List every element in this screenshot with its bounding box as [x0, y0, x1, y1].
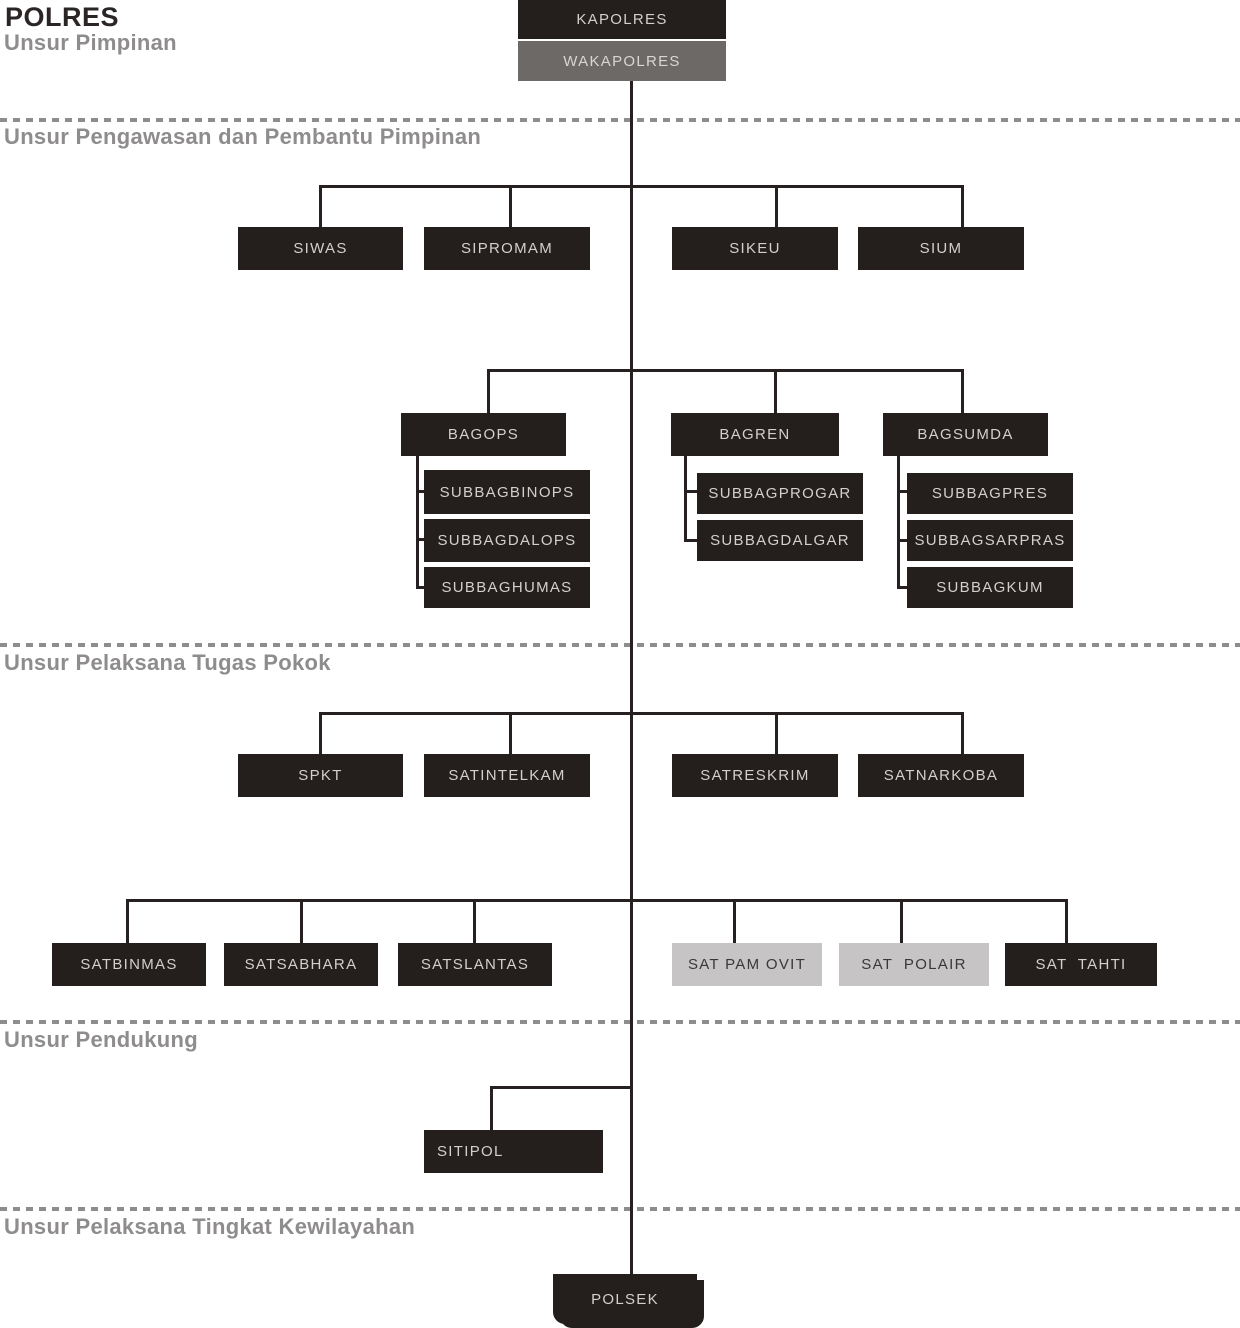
org-node-label: BAGREN — [719, 426, 791, 443]
org-node-bagsumda — [883, 413, 1048, 456]
org-node-label: SUBBAGKUM — [936, 579, 1044, 596]
org-node-label: SAT TAHTI — [1035, 956, 1127, 973]
org-node-subbaghumas — [424, 567, 590, 608]
org-node-label: SAT PAM OVIT — [687, 956, 807, 973]
connector-line — [490, 1086, 493, 1130]
connector-line — [630, 81, 633, 1274]
connector-line — [509, 185, 512, 227]
org-node-bagops — [401, 413, 566, 456]
connector-line — [319, 712, 964, 715]
org-node-label: SATSABHARA — [244, 956, 358, 973]
org-node-label: SPKT — [298, 767, 343, 784]
org-node-wakapolres — [518, 41, 726, 81]
org-node-label: SATBINMAS — [80, 956, 178, 973]
org-node-label: SIUM — [919, 240, 963, 257]
section-heading-pimpinan: Unsur Pimpinan — [4, 30, 177, 55]
org-node-subbagbinops — [424, 470, 590, 514]
org-node-satslantas — [398, 943, 552, 986]
org-node-sattahti — [1005, 943, 1157, 986]
section-divider — [0, 643, 1240, 647]
org-node-label: SUBBAGDALGAR — [710, 532, 850, 549]
org-node-satpamovit — [672, 943, 822, 986]
org-node-sium — [858, 227, 1024, 270]
org-node-label: SAT POLAIR — [861, 956, 967, 973]
connector-line — [319, 185, 964, 188]
connector-line — [319, 712, 322, 754]
connector-line — [300, 899, 303, 943]
org-node-spkt — [238, 754, 403, 797]
org-node-satbinmas — [52, 943, 206, 986]
connector-line — [774, 369, 777, 413]
org-node-label: SUBBAGSARPRAS — [914, 532, 1066, 549]
org-node-label: SATINTELKAM — [448, 767, 566, 784]
connector-line — [961, 369, 964, 413]
org-node-subbagdalops — [424, 519, 590, 562]
org-node-label: SATRESKRIM — [700, 767, 810, 784]
connector-line — [897, 456, 900, 589]
connector-line — [684, 490, 698, 493]
section-divider — [0, 1207, 1240, 1211]
connector-line — [126, 899, 1068, 902]
connector-line — [487, 369, 964, 372]
section-heading-pengawasan: Unsur Pengawasan dan Pembantu Pimpinan — [4, 124, 482, 149]
connector-line — [416, 456, 419, 589]
connector-line — [733, 899, 736, 943]
org-node-satpolair — [839, 943, 989, 986]
org-node-subbagkum — [907, 567, 1073, 608]
section-heading-kewilayahan: Unsur Pelaksana Tingkat Kewilayahan — [4, 1214, 416, 1239]
connector-line — [319, 185, 322, 227]
org-node-bagren — [671, 413, 839, 456]
org-node-label: SUBBAGDALOPS — [437, 532, 577, 549]
org-node-subbagprogar — [697, 473, 863, 514]
org-node-label: SUBBAGHUMAS — [441, 579, 573, 596]
org-node-subbagdalgar — [697, 520, 863, 561]
connector-line — [1065, 899, 1068, 943]
org-node-subbagsarpras — [907, 520, 1073, 561]
connector-line — [473, 899, 476, 943]
org-node-label: BAGOPS — [447, 426, 520, 443]
org-node-satnarkoba — [858, 754, 1024, 797]
org-node-label: KAPOLRES — [576, 11, 668, 28]
connector-line — [775, 185, 778, 227]
org-node-polsek — [553, 1274, 697, 1324]
org-node-label: SIWAS — [293, 240, 348, 257]
connector-line — [487, 369, 490, 413]
connector-line — [961, 712, 964, 754]
org-node-label: BAGSUMDA — [917, 426, 1014, 443]
connector-line — [961, 185, 964, 227]
org-node-label: SIPROMAM — [460, 240, 554, 257]
org-node-label: SUBBAGPRES — [931, 485, 1049, 502]
org-node-label: SATSLANTAS — [420, 956, 530, 973]
org-node-satintelkam — [424, 754, 590, 797]
org-node-sikeu — [672, 227, 838, 270]
org-node-kapolres — [518, 0, 726, 39]
section-heading-pelaksana-tugas-pokok: Unsur Pelaksana Tugas Pokok — [4, 650, 331, 675]
connector-line — [900, 899, 903, 943]
connector-line — [684, 539, 698, 542]
org-node-sitipol — [424, 1130, 603, 1173]
section-heading-pendukung: Unsur Pendukung — [4, 1027, 198, 1052]
org-node-label: POLSEK — [591, 1290, 659, 1308]
org-node-label: WAKAPOLRES — [563, 52, 681, 70]
org-node-label: SUBBAGPROGAR — [708, 485, 852, 502]
org-node-satreskrim — [672, 754, 838, 797]
connector-line — [490, 1086, 632, 1089]
org-node-label: SUBBAGBINOPS — [439, 483, 575, 501]
org-node-label: SITIPOL — [437, 1143, 504, 1160]
org-node-label: SIKEU — [729, 240, 781, 257]
org-node-siwas — [238, 227, 403, 270]
connector-line — [775, 712, 778, 754]
connector-line — [126, 899, 129, 943]
org-node-sipromam — [424, 227, 590, 270]
org-node-label: SATNARKOBA — [883, 767, 999, 784]
org-node-satsabhara — [224, 943, 378, 986]
connector-line — [684, 456, 687, 542]
connector-line — [509, 712, 512, 754]
section-divider — [0, 1020, 1240, 1024]
org-node-subbagpres — [907, 473, 1073, 514]
page-title: POLRES — [5, 2, 120, 32]
section-divider — [0, 118, 1240, 122]
